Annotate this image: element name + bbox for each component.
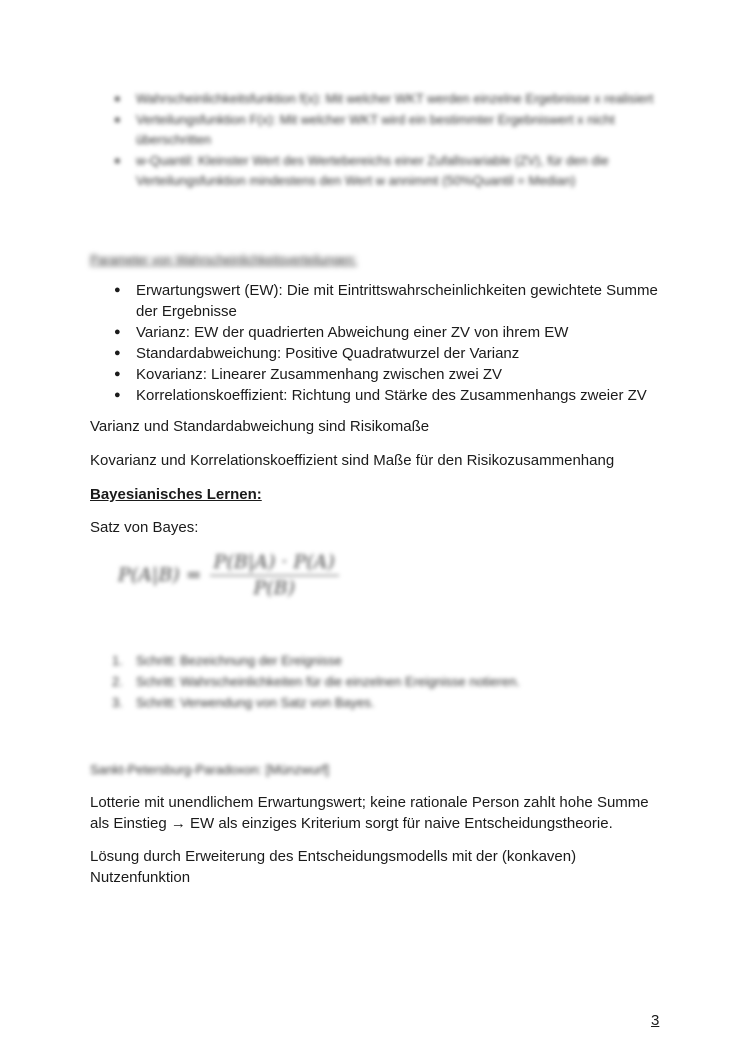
st-petersburg-paragraph: Lotterie mit unendlichem Erwartungswert; keine rationale Person zahlt hohe Summe als Einstieg → EW als einziges Kriterium sorgt für naive Entscheidungstheorie. — [90, 794, 649, 832]
distribution-functions-list — [114, 89, 674, 192]
list-item: ● Verteilungsfunktion F(x): Mit welcher WKT wird ein bestimmter Ergebniswert x nicht überschritten — [114, 110, 674, 151]
step-text: Schritt: Bezeichnung der Ereignisse — [136, 653, 342, 668]
bayes-formula — [118, 552, 339, 599]
page-number: 3 — [651, 1012, 660, 1029]
list-item: ● Standardabweichung: Positive Quadratwurzel der Varianz — [114, 343, 674, 364]
list-item: ● w-Quantil: Kleinster Wert des Wertebereichs einer Zufallsvariable (ZV), für den die Verteilungsfunktion mindestens den Wert w annimmt (50%Quantil = Median) — [114, 151, 674, 192]
formula-denominator: P(B) — [253, 577, 296, 599]
bayes-heading: Bayesianisches Lernen: — [90, 486, 262, 503]
list-item: ● Korrelationskoeffizient: Richtung und Stärke des Zusammenhangs zweier ZV — [114, 385, 674, 406]
step-number: 3. — [112, 695, 123, 710]
st-petersburg-heading: Sankt-Petersburg-Paradoxon: [Münzwurf] — [90, 762, 330, 777]
list-item — [112, 671, 520, 692]
risk-relation-paragraph: Kovarianz und Korrelationskoeffizient sind Maße für den Risikozusammenhang — [90, 452, 615, 469]
parameters-list — [114, 280, 674, 406]
bayes-steps-list — [112, 650, 520, 713]
list-item: ● Erwartungswert (EW): Die mit Eintrittswahrscheinlichkeiten gewichtete Summe der Ergebnisse — [114, 280, 674, 322]
list-item: ● Wahrscheinlichkeitsfunktion f(x): Mit welcher WKT werden einzelne Ergebnisse x realisiert — [114, 89, 674, 110]
formula-fraction — [210, 552, 339, 599]
step-text: Schritt: Verwendung von Satz von Bayes. — [136, 695, 375, 710]
step-number: 2. — [112, 674, 123, 689]
parameters-heading: Parameter von Wahrscheinlichkeitsverteilungen: — [90, 253, 358, 267]
solution-paragraph: Lösung durch Erweiterung des Entscheidungsmodells mit der (konkaven) Nutzenfunktion — [90, 848, 577, 886]
list-item: ● Kovarianz: Linearer Zusammenhang zwischen zwei ZV — [114, 364, 674, 385]
bayes-theorem-label: Satz von Bayes: — [90, 519, 199, 536]
step-number: 1. — [112, 653, 123, 668]
list-item: ● Varianz: EW der quadrierten Abweichung einer ZV von ihrem EW — [114, 322, 674, 343]
list-item — [112, 692, 520, 713]
list-item — [112, 650, 520, 671]
formula-lhs: P(A|B) = — [118, 564, 202, 586]
formula-numerator: P(B|A) · P(A) — [210, 552, 339, 576]
risk-measures-paragraph: Varianz und Standardabweichung sind Risikomaße — [90, 418, 430, 435]
step-text: Schritt: Wahrscheinlichkeiten für die einzelnen Ereignisse notieren. — [136, 674, 520, 689]
